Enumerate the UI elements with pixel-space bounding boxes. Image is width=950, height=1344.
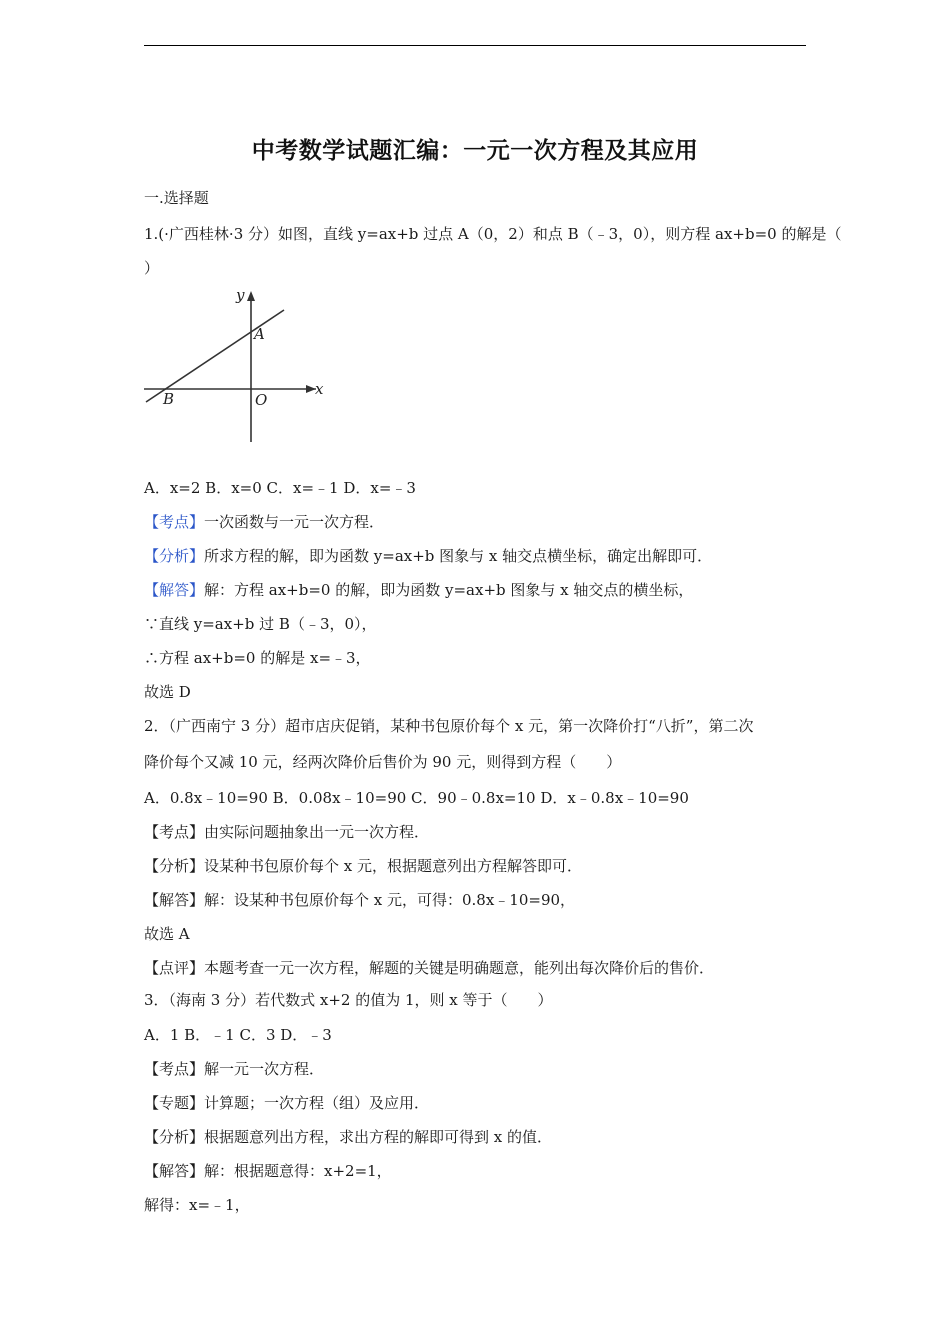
q1-options: A．x=2 B．x=0 C．x=﹣1 D．x=﹣3 <box>144 479 416 497</box>
q3-result: 解得：x=﹣1， <box>144 1196 250 1214</box>
q3-zhuanti: 【专题】计算题；一次方程（组）及应用． <box>144 1094 430 1112</box>
q1-graph-figure <box>144 286 326 444</box>
label-B: B <box>163 390 175 408</box>
q2-options: A．0.8x﹣10=90 B．0.08x﹣10=90 C．90﹣0.8x=10 D．x﹣0.8x﹣10=90 <box>144 789 689 807</box>
q1-kaodian-text: 一次函数与一元一次方程． <box>204 513 385 531</box>
label-y: y <box>236 286 245 304</box>
q3-jieda: 【解答】解：根据题意得：x+2=1， <box>144 1162 392 1180</box>
page-title: 中考数学试题汇编：一元一次方程及其应用 <box>251 138 699 164</box>
q2-answer: 故选 A <box>144 925 190 943</box>
q1-fenxi-text: 所求方程的解，即为函数 y=ax+b 图象与 x 轴交点横坐标，确定出解即可． <box>204 547 713 565</box>
q2-dianping: 【点评】本题考查一元一次方程，解题的关键是明确题意，能列出每次降价后的售价． <box>144 959 715 977</box>
q2-jieda: 【解答】解：设某种书包原价每个 x 元，可得：0.8x﹣10=90， <box>144 891 576 909</box>
q1-jieda-text: 解：方程 ax+b=0 的解，即为函数 y=ax+b 图象与 x 轴交点的横坐标， <box>204 581 694 599</box>
q1-jieda-tag: 【解答】 <box>144 581 205 599</box>
q1-stem-line2: ） <box>144 259 160 277</box>
q1-jieda <box>144 580 693 600</box>
q3-options: A．1 B．﹣1 C．3 D．﹣3 <box>144 1026 332 1044</box>
q1-step1: ∵直线 y=ax+b 过 B（﹣3，0）， <box>144 615 377 633</box>
q3-kaodian: 【考点】解一元一次方程． <box>144 1060 325 1078</box>
q1-stem-line1: 1.(·广西桂林·3 分）如图，直线 y=ax+b 过点 A（0，2）和点 B（﹣3，0），则方程 ax+b=0 的解是（ <box>144 225 842 243</box>
label-x: x <box>315 380 324 398</box>
q2-kaodian: 【考点】由实际问题抽象出一元一次方程． <box>144 823 430 841</box>
q3-fenxi: 【分析】根据题意列出方程，求出方程的解即可得到 x 的值． <box>144 1128 552 1146</box>
label-O: O <box>255 391 268 409</box>
label-A: A <box>254 325 265 343</box>
figure-background <box>144 286 326 444</box>
q3-stem: 3．（海南 3 分）若代数式 x+2 的值为 1，则 x 等于（ ） <box>144 991 553 1009</box>
q1-kaodian <box>144 512 384 532</box>
q1-fenxi <box>144 546 712 566</box>
q1-answer: 故选 D <box>144 683 191 701</box>
q2-stem-line1: 2．（广西南宁 3 分）超市店庆促销，某种书包原价每个 x 元，第一次降价打“八折”，第二次 <box>144 717 754 735</box>
q1-step2: ∴方程 ax+b=0 的解是 x=﹣3， <box>144 649 371 667</box>
q1-kaodian-tag: 【考点】 <box>144 513 205 531</box>
q2-stem-line2: 降价每个又减 10 元，经两次降价后售价为 90 元，则得到方程（ ） <box>144 753 622 771</box>
header-rule <box>144 45 806 46</box>
q2-fenxi: 【分析】设某种书包原价每个 x 元，根据题意列出方程解答即可． <box>144 857 582 875</box>
q1-fenxi-tag: 【分析】 <box>144 547 205 565</box>
section-heading: 一.选择题 <box>144 189 209 207</box>
